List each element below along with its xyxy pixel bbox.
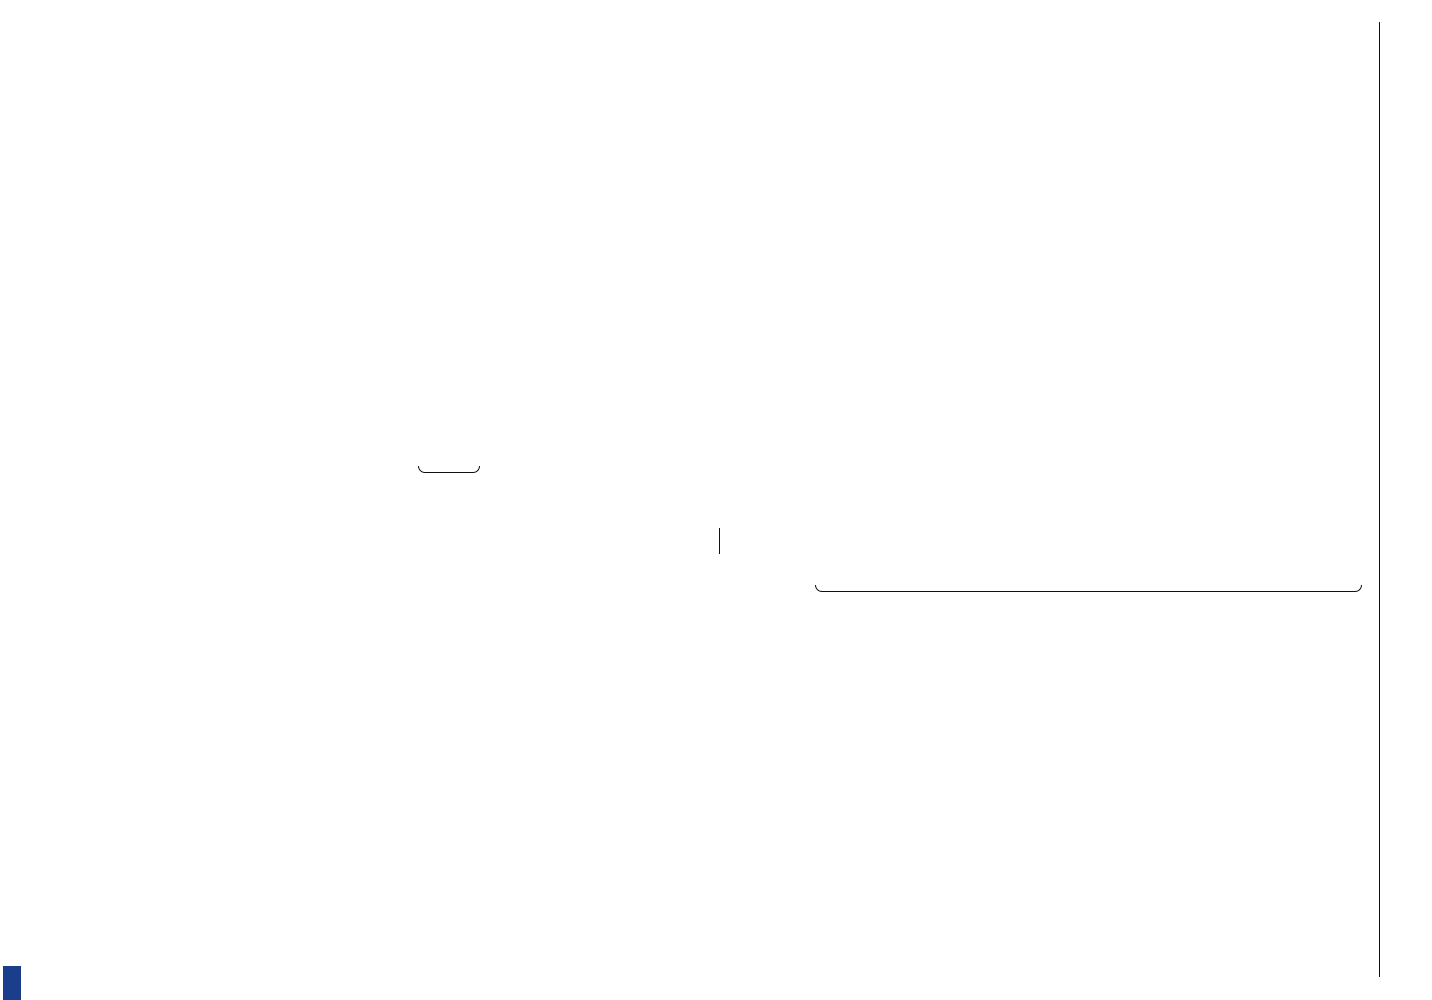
brace <box>418 466 480 473</box>
dfg-logo <box>3 966 21 1000</box>
footer <box>0 0 24 1000</box>
page-header <box>1379 22 1420 977</box>
divider <box>719 528 720 554</box>
brace <box>815 585 1362 592</box>
